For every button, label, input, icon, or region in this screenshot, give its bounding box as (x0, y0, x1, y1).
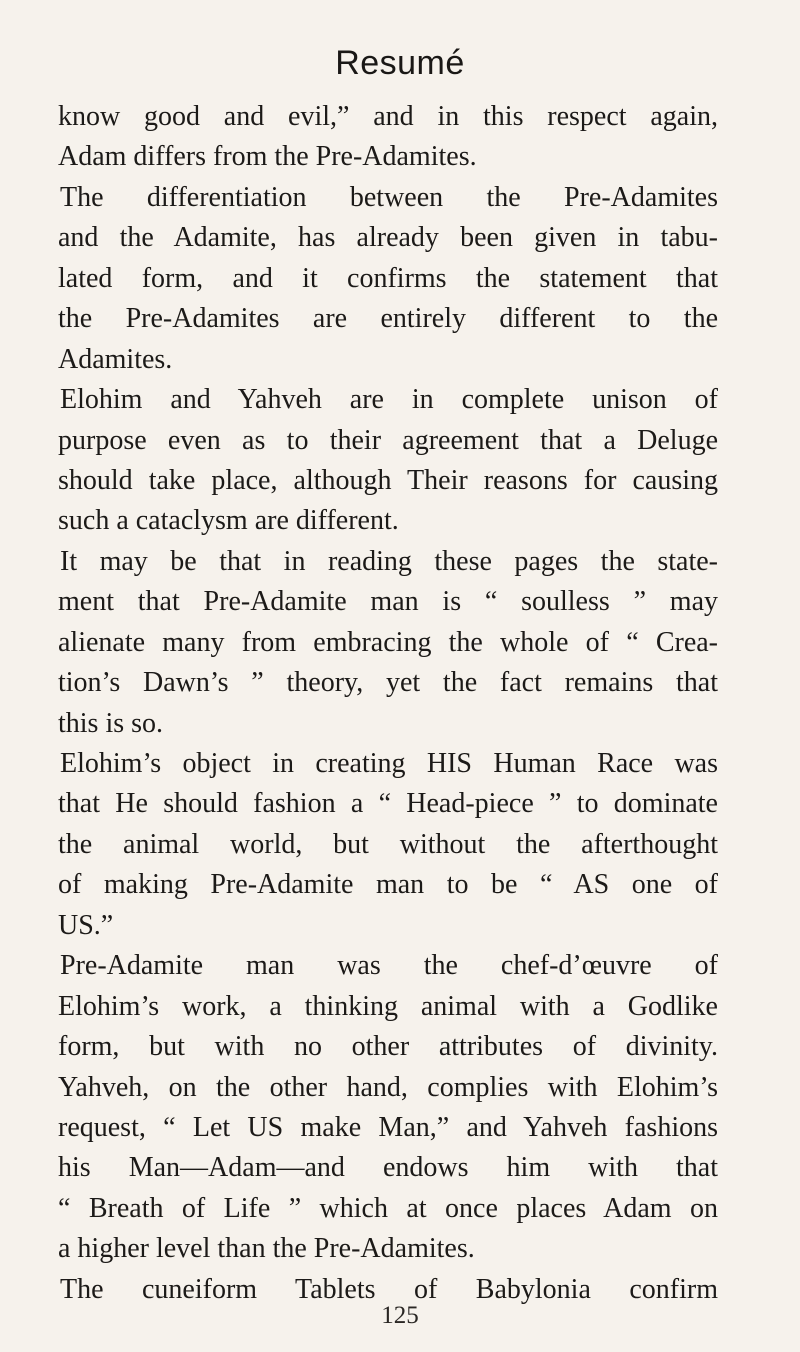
text-line: and the Adamite, has already been given in tabu- (58, 222, 718, 254)
text-line: Adam differs from the Pre-Adamites. (58, 141, 477, 173)
text-line: of making Pre-Adamite man to be “ AS one of (58, 869, 718, 901)
text-line: US.” (58, 909, 114, 941)
text-line: The cuneiform Tablets of Babylonia confirm (60, 1273, 718, 1305)
text-line: “ Breath of Life ” which at once places Adam on (58, 1192, 718, 1224)
text-line: the Pre-Adamites are entirely different to the (58, 303, 718, 335)
body-text (58, 97, 718, 1310)
text-line: ment that Pre-Adamite man is “ soulless ” may (58, 586, 718, 618)
text-line: It may be that in reading these pages the state- (60, 545, 718, 577)
text-line: tion’s Dawn’s ” theory, yet the fact remains that (58, 667, 718, 699)
text-line: this is so. (58, 707, 164, 739)
text-line: a higher level than the Pre-Adamites. (58, 1233, 475, 1265)
text-line: Elohim and Yahveh are in complete unison of (60, 384, 718, 416)
text-line: alienate many from embracing the whole of “ Crea- (58, 626, 718, 658)
text-line: know good and evil,” and in this respect again, (58, 101, 718, 132)
text-line: form, but with no other attributes of divinity. (58, 1031, 718, 1063)
page-number: 125 (381, 1302, 419, 1329)
running-head: Resumé (335, 44, 465, 82)
text-line: Elohim’s object in creating HIS Human Race was (60, 748, 718, 779)
text-line: Pre-Adamite man was the chef-d’œuvre of (60, 950, 718, 982)
text-line: Yahveh, on the other hand, complies with Elohim’s (58, 1071, 718, 1103)
text-line: such a cataclysm are different. (58, 505, 399, 537)
text-line: should take place, although Their reasons for causing (58, 464, 718, 496)
text-line: lated form, and it confirms the statement that (58, 262, 718, 294)
text-line: the animal world, but without the afterthought (58, 828, 718, 860)
text-line: The differentiation between the Pre-Adamites (60, 181, 718, 213)
text-line: purpose even as to their agreement that a Deluge (58, 424, 718, 456)
text-line: Elohim’s work, a thinking animal with a Godlike (58, 990, 718, 1022)
text-line: his Man—Adam—and endows him with that (58, 1152, 718, 1184)
text-line: Adamites. (58, 343, 173, 375)
text-line: that He should fashion a “ Head-piece ” to dominate (58, 788, 718, 820)
text-line: request, “ Let US make Man,” and Yahveh fashions (58, 1111, 718, 1143)
